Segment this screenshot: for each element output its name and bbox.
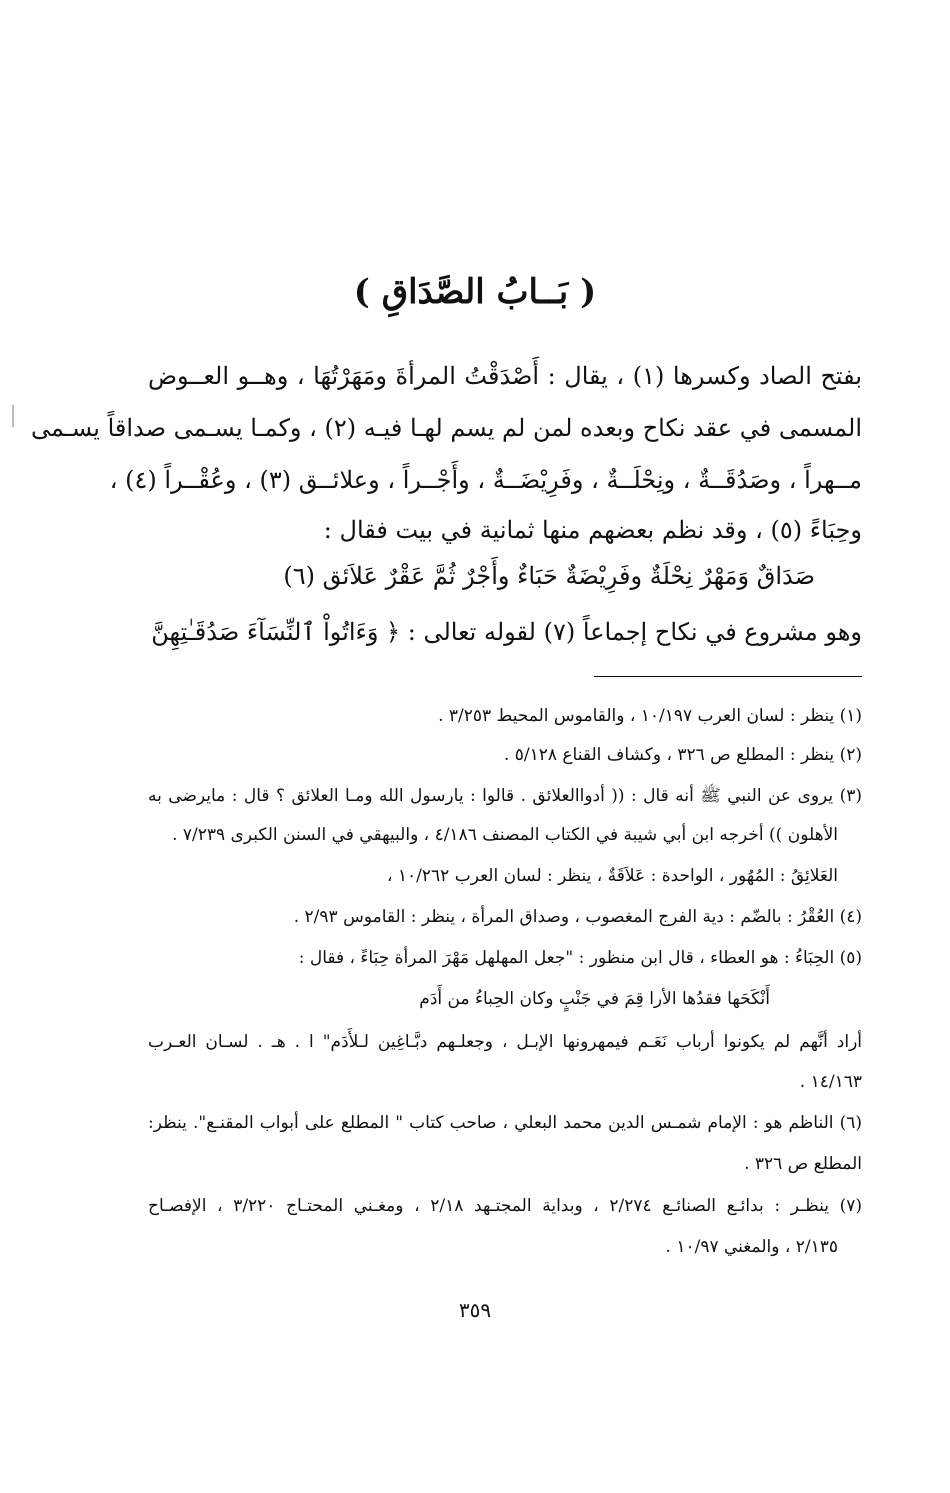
footnote-6-line-2: المطلع ص ٣٢٦ .: [744, 1154, 862, 1174]
footnote-5-line-2: أراد أنَّهم لم يكونوا أرباب نَعَـم فيمهرونها الإبـل ، وجعلـهم دبَّـاغِين لـلأَدَم" ا . هـ . لسـان العـرب: [148, 1032, 862, 1052]
footnote-6-line-1: (٦) الناظم هو : الإمام شمـس الدين محمد البعلي ، صاحب كتاب " المطلع على أبواب المقنـع". ينظر:: [148, 1113, 862, 1133]
body-line-4: وحِبَاءً (٥) ، وقد نظم بعضهم منها ثمانية في بيت فقال :: [323, 516, 862, 544]
body-line-3: مــهراً ، وصَدُقَــةٌ ، ونِحْلَــةٌ ، وفَرِيْضَــةٌ ، وأَجْــراً ، وعلائــق (٣) ، وعُقْــراً (٤) ،: [109, 466, 862, 494]
footnote-3-line-2: الأهلون )) أخرجه ابن أبي شيبة في الكتاب المصنف ٤/١٨٦ ، والبيهقي في السنن الكبرى ٧/٢٣٩ .: [172, 825, 838, 845]
footnote-7-line-1: (٧) ينظـر : بدائـع الصنائـع ٢/٢٧٤ ، وبداية المجتـهد ٢/١٨ ، ومغـني المحتـاج ٣/٢٢٠ ، الإفصـاح: [148, 1196, 863, 1216]
chapter-title: ( بَــابُ الصَّدَاقِ ): [353, 272, 597, 312]
body-line-5: وهو مشروع في نكاح إجماعاً (٧) لقوله تعالى : ﴿ وَءَاتُواْ ٱلنِّسَآءَ صَدُقَـٰتِهِنَّ: [151, 618, 862, 646]
body-line-1: بفتح الصاد وكسرها (١) ، يقال : أَصْدَقْتُ المرأةَ ومَهَرْتُهَا ، وهــو العــوض: [148, 362, 862, 390]
body-line-2: المسمى في عقد نكاح وبعده لمن لم يسم لهـا فيـه (٢) ، وكمـا يسـمى صداقاً يسـمى: [30, 414, 862, 442]
footnote-4: (٤) العُقْرُ : بالضّم : دية الفرج المغصوب ، وصداق المرأة ، ينظر : القاموس ٢/٩٣ .: [293, 907, 862, 927]
margin-mark: [12, 405, 14, 427]
page-number: ٣٥٩: [458, 1298, 492, 1322]
footnote-5-line-3: ١٤/١٦٣ .: [799, 1072, 862, 1092]
footnote-1: (١) ينظر : لسان العرب ١٠/١٩٧ ، والقاموس المحيط ٣/٢٥٣ .: [438, 706, 862, 726]
footnote-divider: [594, 676, 862, 677]
footnote-3-line-1: (٣) يروى عن النبي ﷺ أنه قال : (( أدواالعلائق . قالوا : يارسول الله ومـا العلائق ؟ قال : مايرضى به: [148, 786, 862, 806]
verse-line: صَدَاقٌ وَمَهْرٌ نِحْلَةٌ وفَرِيْضَةٌ حَبَاءٌ وأَجْرٌ ثُمَّ عَقْرٌ عَلاَئق (٦): [283, 562, 815, 590]
footnote-2: (٢) ينظر : المطلع ص ٣٢٦ ، وكشاف القناع ٥/١٢٨ .: [503, 745, 862, 765]
footnote-5-line-1: (٥) الحِبَاءُ : هو العطاء ، قال ابن منظور : "جعل المهلهل مَهْرَ المرأة حِبَاءً ، فقال :: [298, 948, 862, 968]
footnote-7-line-2: ٢/١٣٥ ، والمغني ١٠/٩٧ .: [665, 1237, 838, 1257]
footnote-5-verse: أَنْكَحَها فقدُها الأرا قِمَ في جَنْبٍ وكان الحِباءُ من أَدَم: [419, 989, 770, 1009]
footnote-3-line-3: العَلائِقُ : المُهُور ، الواحدة : عَلاَقَةٌ ، ينظر : لسان العرب ١٠/٢٦٢ ،: [387, 866, 838, 886]
